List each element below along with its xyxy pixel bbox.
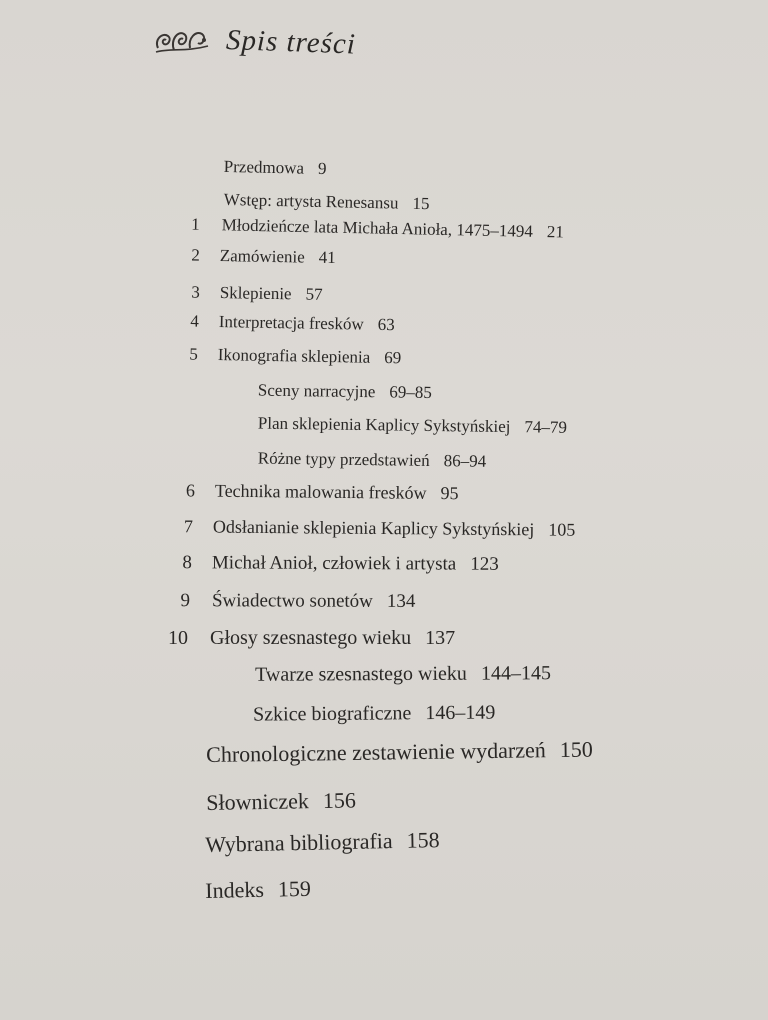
entry-page: 156 xyxy=(322,787,357,813)
entry-page: 21 xyxy=(546,222,565,242)
entry-page: 41 xyxy=(318,247,336,268)
entry-text: Świadectwo sonetów xyxy=(211,590,373,612)
entry-page: 144–145 xyxy=(480,662,551,685)
entry-text: Indeks xyxy=(205,876,265,903)
entry-page: 159 xyxy=(277,875,312,902)
entry-page: 137 xyxy=(425,627,456,649)
entry-text: Technika malowania fresków xyxy=(214,480,427,503)
entry-page: 15 xyxy=(412,193,430,214)
entry-page: 57 xyxy=(305,284,323,304)
entry-text: Głosy szesnastego wieku xyxy=(210,627,412,649)
entry-page: 9 xyxy=(317,158,327,179)
entry-text: Słowniczek xyxy=(206,788,310,815)
book-page: Spis treści Przedmowa 9 Wstęp: artysta Renesansu 15 1 Młodzieńcze lata Michała Anioła, 1475–1494 21 2 Zamówienie 41 3 Sklepienie 57 4 Interpretacja fresków 63 5 Ikonografia sklepienia 69 Sceny narracyjne 69–85 Plan sklepienia Kaplicy Sykstyńskiej 74–79 Różne typy przedstawień 86–94 6 Technika malowania fresków 95 7 Odsłanianie sklepienia Kaplicy Sykstyńskiej 105 8 Michał Anioł, człowiek i artysta 123 9 Świadectwo sonetów 134 10 Głosy szesnastego wieku 137 Twarze szesnastego wieku 144–145 Szkice biograficzne 146–149 Chronologiczne zestawienie wydarzeń 150 Słowniczek 156 Wybrana bibliografia 158 Indeks 159 xyxy=(0,0,768,1020)
page-title: Spis treści xyxy=(225,24,357,61)
entry-page: 105 xyxy=(548,519,576,540)
entry-text: Wstęp: artysta Renesansu xyxy=(223,189,399,213)
entry-text: Michał Anioł, człowiek i artysta xyxy=(211,552,457,575)
entry-page: 69 xyxy=(384,347,402,368)
entry-text: Przedmowa xyxy=(223,156,305,178)
entry-text: Chronologiczne zestawienie wydarzeń xyxy=(206,737,546,767)
entry-text: Szkice biograficzne xyxy=(252,702,412,726)
entry-text: Odsłanianie sklepienia Kaplicy Sykstyńskiej xyxy=(212,516,535,540)
entry-text: Sceny narracyjne xyxy=(257,380,376,402)
entry-text: Młodzieńcze lata Michała Anioła, 1475–1494 xyxy=(221,215,534,241)
entry-text: Interpretacja fresków xyxy=(218,312,364,334)
entry-page: 134 xyxy=(386,590,416,612)
entry-page: 74–79 xyxy=(524,417,568,437)
entry-text: Ikonografia sklepienia xyxy=(217,345,371,367)
entry-page: 69–85 xyxy=(389,382,433,402)
entry-page: 146–149 xyxy=(425,701,496,725)
entry-text: Zamówienie xyxy=(219,246,305,267)
entry-text: Wybrana bibliografia xyxy=(205,828,393,857)
entry-page: 123 xyxy=(470,553,499,575)
entry-page: 86–94 xyxy=(443,451,487,471)
entry-page: 150 xyxy=(559,736,593,763)
floral-ornament-icon xyxy=(152,22,212,58)
entry-page: 158 xyxy=(406,827,440,853)
entry-text: Różne typy przedstawień xyxy=(257,448,430,470)
entry-page: 95 xyxy=(440,482,459,504)
entry-text: Twarze szesnastego wieku xyxy=(254,662,467,686)
entry-text: Plan sklepienia Kaplicy Sykstyńskiej xyxy=(257,413,511,437)
entry-page: 63 xyxy=(377,314,395,335)
entry-text: Sklepienie xyxy=(219,283,292,304)
